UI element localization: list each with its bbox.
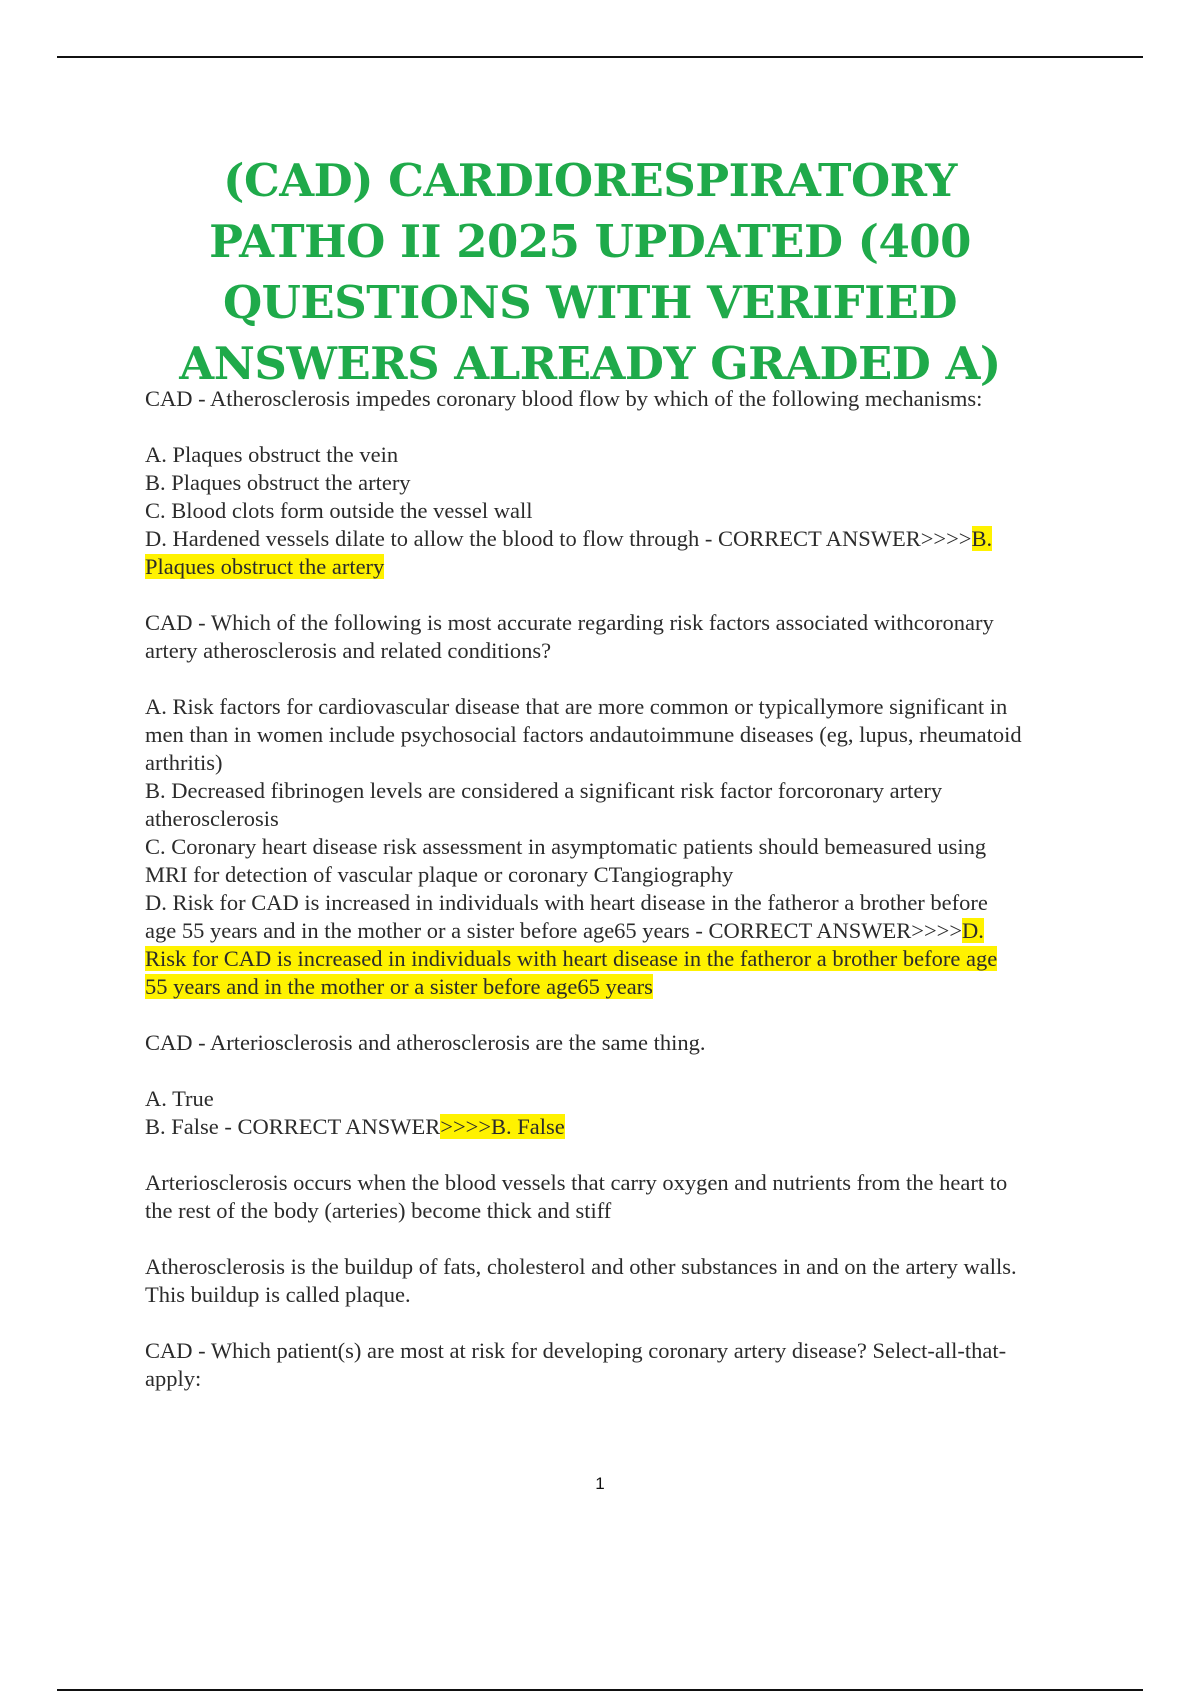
question-text: CAD - Atherosclerosis impedes coronary blood flow by which of the following mechanisms: — [145, 386, 983, 411]
document-body — [145, 385, 1095, 1393]
option-b: B. Decreased fibrinogen levels are considered a significant risk factor forcoronary artery — [145, 778, 943, 803]
title-line: PATHO II 2025 UPDATED (400 — [209, 215, 971, 268]
option-d-text: age 55 years and in the mother or a sister before age65 years - CORRECT ANSWER>>>> — [145, 918, 963, 943]
explanation-text: the rest of the body (arteries) become thick and stiff — [145, 1198, 612, 1223]
option-b: B. Plaques obstruct the artery — [145, 470, 411, 495]
option-a: men than in women include psychosocial factors andautoimmune diseases (eg, lupus, rheumatoid — [145, 722, 1022, 747]
option-a: A. Plaques obstruct the vein — [145, 442, 399, 467]
option-d: D. Risk for CAD is increased in individuals with heart disease in the fatheror a brother before — [145, 890, 988, 915]
correct-answer-highlight: D. — [962, 918, 984, 943]
answer-line — [145, 945, 1095, 973]
answer-line — [145, 553, 1095, 581]
option-a: A. True — [145, 1086, 214, 1111]
bottom-rule — [57, 1689, 1143, 1691]
correct-answer-highlight: Risk for CAD is increased in individuals with heart disease in the fatheror a brother before age — [145, 946, 998, 971]
option-d — [145, 917, 1095, 945]
correct-answer-highlight: Plaques obstruct the artery — [145, 554, 385, 579]
answer-line — [145, 973, 1095, 1001]
explanation-text: Atherosclerosis is the buildup of fats, cholesterol and other substances in and on the artery walls. — [145, 1254, 1017, 1279]
explanation-text: Arteriosclerosis occurs when the blood vessels that carry oxygen and nutrients from the heart to — [145, 1170, 1008, 1195]
option-c: MRI for detection of vascular plaque or coronary CTangiography — [145, 862, 734, 887]
option-b-text: B. False - CORRECT ANSWER — [145, 1114, 441, 1139]
question-text: CAD - Arteriosclerosis and atherosclerosis are the same thing. — [145, 1030, 706, 1055]
option-d — [145, 525, 1095, 553]
option-c: C. Coronary heart disease risk assessment in asymptomatic patients should bemeasured using — [145, 834, 987, 859]
option-b — [145, 1113, 1095, 1141]
correct-answer-highlight: >>>>B. False — [440, 1114, 565, 1139]
option-a: A. Risk factors for cardiovascular disease that are more common or typicallymore significant in — [145, 694, 1008, 719]
option-d-text: D. Hardened vessels dilate to allow the blood to flow through - CORRECT ANSWER>>>> — [145, 526, 972, 551]
title-line: QUESTIONS WITH VERIFIED — [222, 276, 957, 329]
question-text: artery atherosclerosis and related conditions? — [145, 638, 552, 663]
option-a: arthritis) — [145, 750, 223, 775]
page-number: 1 — [595, 1474, 605, 1493]
question-text: apply: — [145, 1366, 202, 1391]
correct-answer-highlight: 55 years and in the mother or a sister before age65 years — [145, 974, 653, 999]
top-rule — [57, 56, 1143, 58]
correct-answer-highlight: B. — [971, 526, 993, 551]
question-text: CAD - Which of the following is most accurate regarding risk factors associated withcoronary — [145, 610, 994, 635]
explanation-text: This buildup is called plaque. — [145, 1282, 411, 1307]
question-text: CAD - Which patient(s) are most at risk for developing coronary artery disease? Select-all-that- — [145, 1338, 1007, 1363]
option-b: atherosclerosis — [145, 806, 279, 831]
title-line: ANSWERS ALREADY GRADED A) — [179, 337, 1001, 390]
title-line: (CAD) CARDIORESPIRATORY — [223, 154, 957, 207]
document-title — [140, 150, 1040, 394]
option-c: C. Blood clots form outside the vessel wall — [145, 498, 533, 523]
